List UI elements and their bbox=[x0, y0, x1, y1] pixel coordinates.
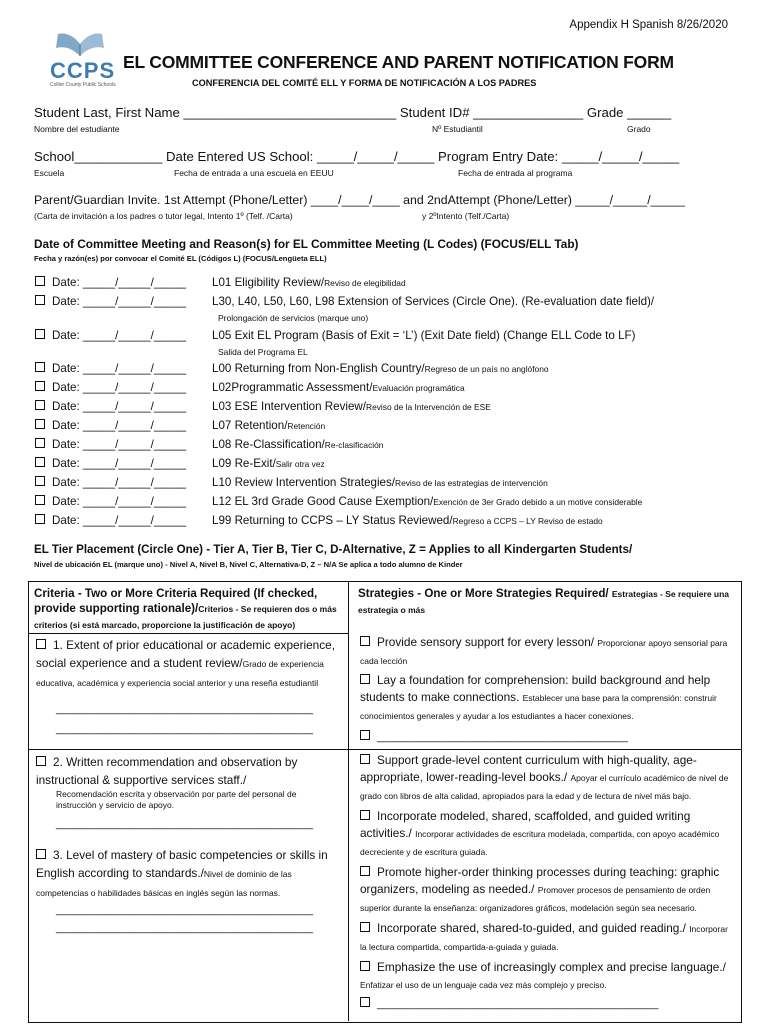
reason-label: L08 Re-Classification/ bbox=[212, 438, 325, 451]
reason-row bbox=[35, 419, 325, 432]
reason-date-field[interactable]: Date: _____/_____/_____ bbox=[52, 329, 187, 342]
reason-date-field[interactable]: Date: _____/_____/_____ bbox=[52, 276, 187, 289]
reason-row bbox=[35, 329, 635, 342]
criteria-heading bbox=[34, 586, 342, 633]
criteria-blank-2[interactable]: __________________________________________ bbox=[56, 818, 313, 830]
reason-date-field[interactable]: Date: _____/_____/_____ bbox=[52, 514, 187, 527]
criteria-blank-3a[interactable]: __________________________________________ bbox=[56, 904, 313, 916]
strategy-item-4-es: Incorporar actividades de escritura modelada, compartida, con apoyo académico decreciente y de escritura guiada. bbox=[360, 829, 720, 857]
reason-label-es: Salir otra vez bbox=[275, 459, 325, 469]
reason-label: L01 Eligibility Review/ bbox=[212, 276, 325, 289]
reason-row bbox=[35, 362, 549, 375]
criteria-item-1 bbox=[36, 636, 341, 692]
strategy-checkbox-5[interactable] bbox=[360, 866, 370, 876]
criteria-heading-es: Criterios - Se requieren dos o más criterios (si está marcado, proporcione la justificación de apoyo) bbox=[34, 604, 337, 630]
criteria-item-3-text: 3. Level of mastery of basic competencies or skills in English according to standards./ bbox=[36, 848, 328, 880]
strategy-item-1 bbox=[360, 634, 732, 670]
form-subtitle: CONFERENCIA DEL COMITÉ ELL Y FORMA DE NOTIFICACIÓN A LOS PADRES bbox=[192, 78, 537, 88]
reason-checkbox[interactable] bbox=[35, 295, 45, 305]
reason-label-es: Evaluación programática bbox=[372, 383, 465, 393]
reason-label-es: Re-clasificación bbox=[324, 440, 384, 450]
strategy-item-6-es: Incorporar la lectura compartida, compartida-a-guiada y guiada. bbox=[360, 924, 728, 952]
student-name-es: Nombre del estudiante bbox=[34, 124, 120, 134]
strategy-list bbox=[360, 634, 732, 745]
date-entered-es: Fecha de entrada a una escuela en EEUU bbox=[174, 168, 334, 178]
strategy-checkbox-7[interactable] bbox=[360, 961, 370, 971]
reason-label: L30, L40, L50, L60, L98 Extension of Services (Circle One). (Re-evaluation date field)/ bbox=[212, 295, 655, 308]
strategy-list-2 bbox=[360, 752, 732, 1012]
student-id-es: Nº Estudiantil bbox=[432, 124, 483, 134]
reason-label-es: Reviso de las estrategias de intervención bbox=[395, 478, 548, 488]
strategy-item-1-es: Proporcionar apoyo sensorial para cada lección bbox=[360, 638, 728, 666]
strategy-item-3-es: Apoyar el currículo académico de nivel de grado con libros de alta calidad, apropiados para la edad y de lectura de nivel más bajo. bbox=[360, 773, 729, 801]
reason-label: L07 Retention/ bbox=[212, 419, 288, 432]
reason-row bbox=[35, 495, 642, 508]
reason-label: L05 Exit EL Program (Basis of Exit = ‘L’) (Exit Date field) (Change ELL Code to LF) bbox=[212, 329, 636, 342]
reason-date-field[interactable]: Date: _____/_____/_____ bbox=[52, 362, 187, 375]
school-field[interactable]: School____________ Date Entered US School: _____/_____/_____ Program Entry Date: _____/_____/_____ bbox=[34, 149, 680, 164]
grade-es: Grado bbox=[627, 124, 651, 134]
strategy-blank-1[interactable]: _________________________________________ bbox=[377, 731, 628, 743]
strategies-heading-text: Strategies - One or More Strategies Required/ bbox=[358, 587, 609, 600]
strategy-item-6 bbox=[360, 920, 732, 956]
strategy-item-7 bbox=[360, 959, 732, 994]
reason-date-field[interactable]: Date: _____/_____/_____ bbox=[52, 419, 187, 432]
strategy-item-7-text: Emphasize the use of increasingly complex and precise language./ bbox=[377, 960, 726, 974]
strategy-item-2-es: Establecer una base para la comprensión: construir conocimientos generales y ayudar a los estudiantes a hacer conexiones. bbox=[360, 693, 717, 721]
reason-label-es: Exención de 3er Grado debido a un motive considerable bbox=[433, 497, 643, 507]
criteria-heading-text: Criteria - Two or More Criteria Required (If checked, provide supporting rationale)/ bbox=[34, 587, 318, 615]
reason-checkbox[interactable] bbox=[35, 476, 45, 486]
strategy-checkbox-other-2[interactable] bbox=[360, 997, 370, 1007]
criteria-blank-3b[interactable]: __________________________________________ bbox=[56, 922, 313, 934]
criteria-item-2 bbox=[36, 753, 341, 813]
criteria-item-3-es: Nivel de dominio de las competencias o habilidades básicas en inglés según las normas. bbox=[36, 869, 292, 898]
reason-checkbox[interactable] bbox=[35, 514, 45, 524]
school-es: Escuela bbox=[34, 168, 65, 178]
reason-date-field[interactable]: Date: _____/_____/_____ bbox=[52, 495, 187, 508]
criteria-blank-1a[interactable]: __________________________________________ bbox=[56, 703, 313, 715]
strategy-item-6-text: Incorporate shared, shared-to-guided, and guided reading./ bbox=[377, 921, 686, 935]
criteria-checkbox-3[interactable] bbox=[36, 849, 46, 859]
parent-invite-es: (Carta de invitación a los padres o tutor legal, Intento 1º (Telf. /Carta) bbox=[34, 211, 293, 221]
reason-row bbox=[35, 400, 491, 413]
reason-date-field[interactable]: Date: _____/_____/_____ bbox=[52, 400, 187, 413]
reason-label: L12 EL 3rd Grade Good Cause Exemption/ bbox=[212, 495, 434, 508]
column-divider bbox=[348, 581, 349, 1021]
row-rule bbox=[28, 749, 742, 750]
ccps-logo bbox=[44, 26, 116, 96]
strategy-checkbox-6[interactable] bbox=[360, 922, 370, 932]
reason-label: L00 Returning from Non-English Country/ bbox=[212, 362, 425, 375]
reason-label: L99 Returning to CCPS – LY Status Reviewed/ bbox=[212, 514, 453, 527]
reason-label-es: Reviso de elegibilidad bbox=[324, 278, 406, 288]
meeting-heading: Date of Committee Meeting and Reason(s) for EL Committee Meeting (L Codes) (FOCUS/ELL Tab) bbox=[34, 237, 579, 251]
reason-row bbox=[35, 514, 603, 527]
strategies-heading bbox=[358, 586, 736, 618]
strategy-item-1-text: Provide sensory support for every lesson/ bbox=[377, 635, 595, 649]
strategy-item-5 bbox=[360, 864, 732, 917]
reason-checkbox[interactable] bbox=[35, 362, 45, 372]
reason-label: L09 Re-Exit/ bbox=[212, 457, 276, 470]
reason-checkbox[interactable] bbox=[35, 438, 45, 448]
reason-label: L03 ESE Intervention Review/ bbox=[212, 400, 367, 413]
criteria-checkbox-1[interactable] bbox=[36, 639, 46, 649]
reason-row bbox=[35, 457, 325, 470]
reason-date-field[interactable]: Date: _____/_____/_____ bbox=[52, 476, 187, 489]
student-name-field[interactable]: Student Last, First Name _____________________________ Student ID# _______________ Grade ______ bbox=[34, 105, 672, 120]
reason-checkbox[interactable] bbox=[35, 419, 45, 429]
parent-invite-field[interactable]: Parent/Guardian Invite. 1st Attempt (Phone/Letter) ____/____/____ and 2ndAttempt (Phone/Letter) _____/_____/_____ bbox=[34, 193, 685, 207]
criteria-item-2-text: 2. Written recommendation and observation by instructional & supportive services staff./ bbox=[36, 755, 298, 787]
reason-date-field[interactable]: Date: _____/_____/_____ bbox=[52, 381, 187, 394]
reason-checkbox[interactable] bbox=[35, 457, 45, 467]
reason-label-es: Regreso a CCPS – LY Reviso de estado bbox=[452, 516, 603, 526]
criteria-checkbox-2[interactable] bbox=[36, 756, 46, 766]
strategy-item-7-es: Enfatizar el uso de un lenguaje cada vez más complejo y preciso. bbox=[360, 980, 607, 990]
tier-line-es: Nivel de ubicación EL (marque uno) - Nivel A, Nivel B, Nivel C, Alternativa-D, Z – N/A Se aplica a todo alumno de Kinder bbox=[34, 560, 463, 569]
program-entry-es: Fecha de entrada al programa bbox=[458, 168, 573, 178]
reason-date-field[interactable]: Date: _____/_____/_____ bbox=[52, 295, 187, 308]
strategy-checkbox-other-1[interactable] bbox=[360, 730, 370, 740]
reason-checkbox[interactable] bbox=[35, 400, 45, 410]
reason-date-field[interactable]: Date: _____/_____/_____ bbox=[52, 457, 187, 470]
logo-text: CCPS bbox=[50, 58, 116, 83]
reason-row bbox=[35, 295, 654, 308]
reason-checkbox[interactable] bbox=[35, 381, 45, 391]
criteria-blank-1b[interactable]: __________________________________________ bbox=[56, 723, 313, 735]
strategy-item-5-es: Promover procesos de pensamiento de orden superior durante la enseñanza: organizadores gráficos, modelación según sea necesario. bbox=[360, 885, 711, 913]
strategy-checkbox-1[interactable] bbox=[360, 636, 370, 646]
tier-line: EL Tier Placement (Circle One) - Tier A, Tier B, Tier C, D-Alternative, Z = Applies to all Kindergarten Students/ bbox=[34, 543, 633, 556]
strategy-item-2-text: Lay a foundation for comprehension: build background and help students to make connections. bbox=[360, 673, 711, 704]
criteria-item-3 bbox=[36, 846, 341, 902]
criteria-item-2-es: Recomendación escrita y observación por parte del personal de instrucción y servicio de apoyo. bbox=[56, 789, 297, 810]
reason-label: L10 Review Intervention Strategies/ bbox=[212, 476, 396, 489]
form-title: EL COMMITTEE CONFERENCE AND PARENT NOTIFICATION FORM bbox=[123, 52, 674, 72]
reason-label-es: Reviso de la Intervención de ESE bbox=[366, 402, 491, 412]
strategies-heading-es: Estrategias - Se requiere una estrategia o más bbox=[358, 589, 730, 615]
logo-subtext: Collier County Public Schools bbox=[50, 82, 116, 88]
reason-row bbox=[35, 476, 548, 489]
strategy-item-5-text: Promote higher-order thinking processes during teaching: graphic organizers, modeling as needed./ bbox=[360, 865, 720, 896]
strategy-checkbox-2[interactable] bbox=[360, 674, 370, 684]
reason-row bbox=[35, 381, 465, 394]
reason-label-es: Retención bbox=[287, 421, 326, 431]
strategy-blank-row bbox=[360, 729, 732, 745]
parent-invite-es2: y 2ºIntento (Telf./Carta) bbox=[422, 211, 510, 221]
criteria-header-rule bbox=[28, 633, 349, 634]
reason-checkbox[interactable] bbox=[35, 276, 45, 286]
strategy-item-4 bbox=[360, 808, 732, 861]
criteria-item-1-es: Grado de experiencia educativa, académica y experiencia social anterior y una reseña estudiantil bbox=[36, 659, 324, 688]
reason-checkbox[interactable] bbox=[35, 495, 45, 505]
strategy-blank-2[interactable]: ______________________________________________ bbox=[377, 998, 659, 1010]
strategy-item-3 bbox=[360, 752, 732, 805]
strategy-blank-row-2 bbox=[360, 996, 732, 1012]
strategy-item-4-text: Incorporate modeled, shared, scaffolded, and guided writing activities./ bbox=[360, 809, 691, 840]
strategy-checkbox-4[interactable] bbox=[360, 810, 370, 820]
strategy-checkbox-3[interactable] bbox=[360, 754, 370, 764]
strategy-item-3-text: Support grade-level content curriculum with high-quality, age-appropriate, lower-reading-level books./ bbox=[360, 753, 697, 784]
criteria-item-1-text: 1. Extent of prior educational or academic experience, social experience and a student review/ bbox=[36, 638, 335, 670]
reason-date-field[interactable]: Date: _____/_____/_____ bbox=[52, 438, 187, 451]
reason-row bbox=[35, 438, 383, 451]
strategy-item-2 bbox=[360, 672, 732, 725]
reason-checkbox[interactable] bbox=[35, 329, 45, 339]
appendix-label: Appendix H Spanish 8/26/2020 bbox=[569, 19, 728, 31]
reason-sublabel-es: Salida del Programa EL bbox=[218, 347, 308, 357]
meeting-heading-es: Fecha y razón(es) por convocar el Comité EL (Códigos L) (FOCUS/Lengüeta ELL) bbox=[34, 254, 327, 263]
reason-label-es: Regreso de un país no anglófono bbox=[424, 364, 549, 374]
reason-label: L02Programmatic Assessment/ bbox=[212, 381, 373, 394]
reason-sublabel-es: Prolongación de servicios (marque uno) bbox=[218, 313, 369, 323]
reason-row bbox=[35, 276, 406, 289]
